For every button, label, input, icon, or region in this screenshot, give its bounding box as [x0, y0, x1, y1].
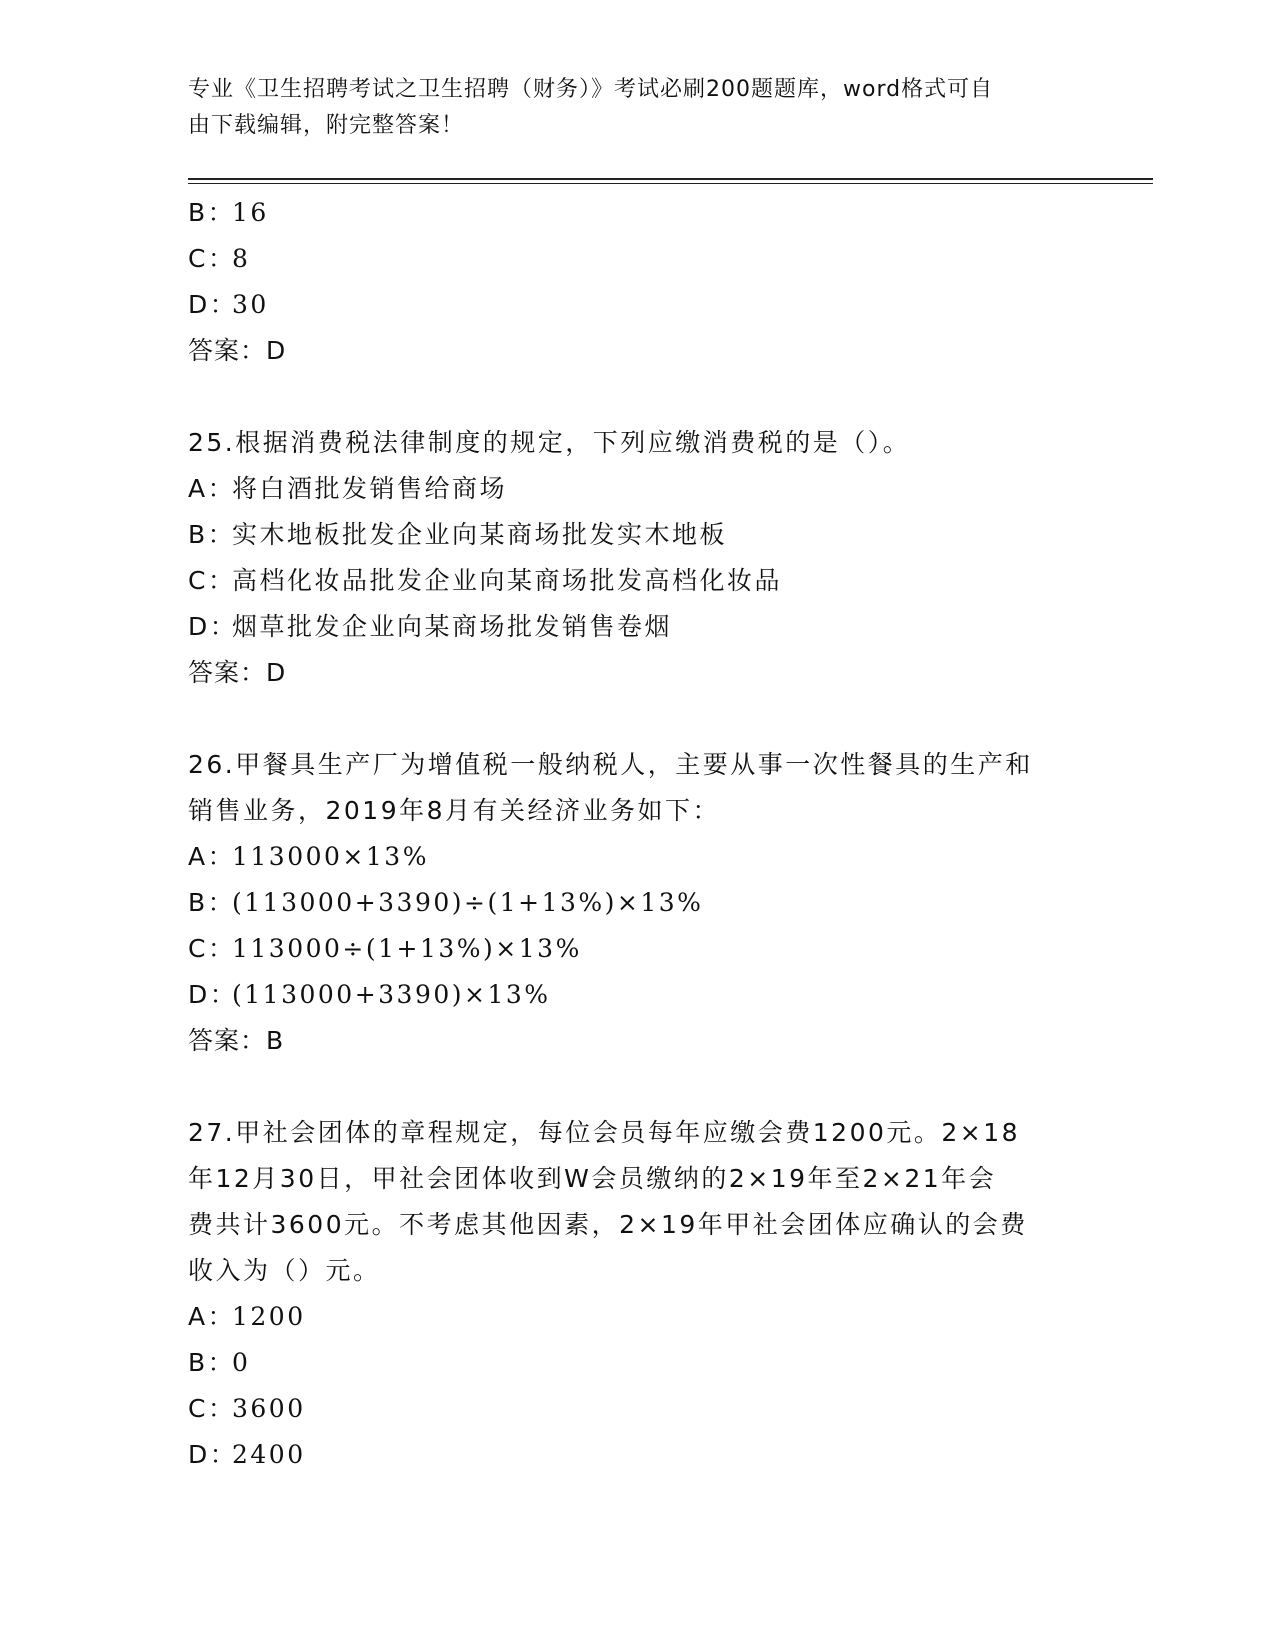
- option-letter: C：: [188, 934, 236, 963]
- option-text: 2400: [232, 1440, 306, 1469]
- option-a: [188, 466, 1078, 512]
- option-letter: C：: [188, 1394, 236, 1423]
- option-letter: D：: [188, 290, 238, 319]
- header-divider-thick: [188, 178, 1153, 180]
- option-b: [188, 512, 1078, 558]
- question-24: [188, 190, 1078, 374]
- question-stem-line-4: 收入为（）元。: [188, 1256, 381, 1285]
- option-text: 8: [232, 244, 251, 273]
- option-letter: B：: [188, 520, 236, 549]
- option-text: (113000+3390)÷(1+13%)×13%: [232, 888, 704, 917]
- option-d: [188, 1432, 1078, 1478]
- option-text: 113000×13%: [232, 842, 429, 871]
- option-b: [188, 880, 1078, 926]
- option-text: 113000÷(1+13%)×13%: [232, 934, 582, 963]
- answer-label: 答案：B: [188, 1026, 285, 1055]
- option-letter: B：: [188, 888, 236, 917]
- question-26: [188, 742, 1078, 1064]
- option-c: [188, 558, 1078, 604]
- option-b: [188, 1340, 1078, 1386]
- option-c: [188, 1386, 1078, 1432]
- option-letter: D：: [188, 980, 238, 1009]
- spacer: [188, 696, 1078, 742]
- question-stem-line-3: 费共计3600元。不考虑其他因素，2×19年甲社会团体应确认的会费: [188, 1210, 1028, 1239]
- question-stem-line-1: 27.甲社会团体的章程规定，每位会员每年应缴会费1200元。2×18: [188, 1118, 1021, 1147]
- option-text: 0: [232, 1348, 251, 1377]
- option-c: [188, 236, 1078, 282]
- option-text: 30: [232, 290, 269, 319]
- option-letter: A：: [188, 842, 236, 871]
- document-header: [188, 72, 1068, 144]
- option-c: [188, 926, 1078, 972]
- option-text: 16: [232, 198, 269, 227]
- question-27: [188, 1110, 1078, 1478]
- header-line-2: 由下载编辑，附完整答案！: [188, 113, 465, 138]
- option-d: [188, 604, 1078, 650]
- spacer: [188, 1064, 1078, 1110]
- option-letter: B：: [188, 1348, 236, 1377]
- option-text: 将白酒批发销售给商场: [232, 474, 508, 503]
- header-divider-thin: [188, 183, 1153, 184]
- option-d: [188, 972, 1078, 1018]
- option-letter: C：: [188, 566, 236, 595]
- option-text: 实木地板批发企业向某商场批发实木地板: [232, 520, 728, 549]
- header-line-1: 专业《卫生招聘考试之卫生招聘（财务）》考试必刷200题题库，word格式可自: [188, 77, 994, 102]
- option-d: [188, 282, 1078, 328]
- question-25: [188, 420, 1078, 696]
- question-content: [188, 190, 1078, 1478]
- option-text: 3600: [232, 1394, 306, 1423]
- option-letter: A：: [188, 474, 236, 503]
- option-text: (113000+3390)×13%: [232, 980, 551, 1009]
- option-letter: D：: [188, 1440, 238, 1469]
- question-stem: 25.根据消费税法律制度的规定，下列应缴消费税的是（）。: [188, 428, 911, 457]
- spacer: [188, 374, 1078, 420]
- option-letter: A：: [188, 1302, 236, 1331]
- option-a: [188, 1294, 1078, 1340]
- option-text: 烟草批发企业向某商场批发销售卷烟: [232, 612, 673, 641]
- question-stem-line-1: 26.甲餐具生产厂为增值税一般纳税人，主要从事一次性餐具的生产和: [188, 750, 1033, 779]
- option-b: [188, 190, 1078, 236]
- question-stem-line-2: 销售业务，2019年8月有关经济业务如下：: [188, 796, 721, 825]
- option-letter: B：: [188, 198, 236, 227]
- option-letter: D：: [188, 612, 238, 641]
- answer-label: 答案：D: [188, 658, 287, 687]
- option-text: 1200: [232, 1302, 306, 1331]
- question-stem-line-2: 年12月30日，甲社会团体收到W会员缴纳的2×19年至2×21年会: [188, 1164, 997, 1193]
- option-letter: C：: [188, 244, 236, 273]
- answer-label: 答案：D: [188, 336, 287, 365]
- option-text: 高档化妆品批发企业向某商场批发高档化妆品: [232, 566, 783, 595]
- option-a: [188, 834, 1078, 880]
